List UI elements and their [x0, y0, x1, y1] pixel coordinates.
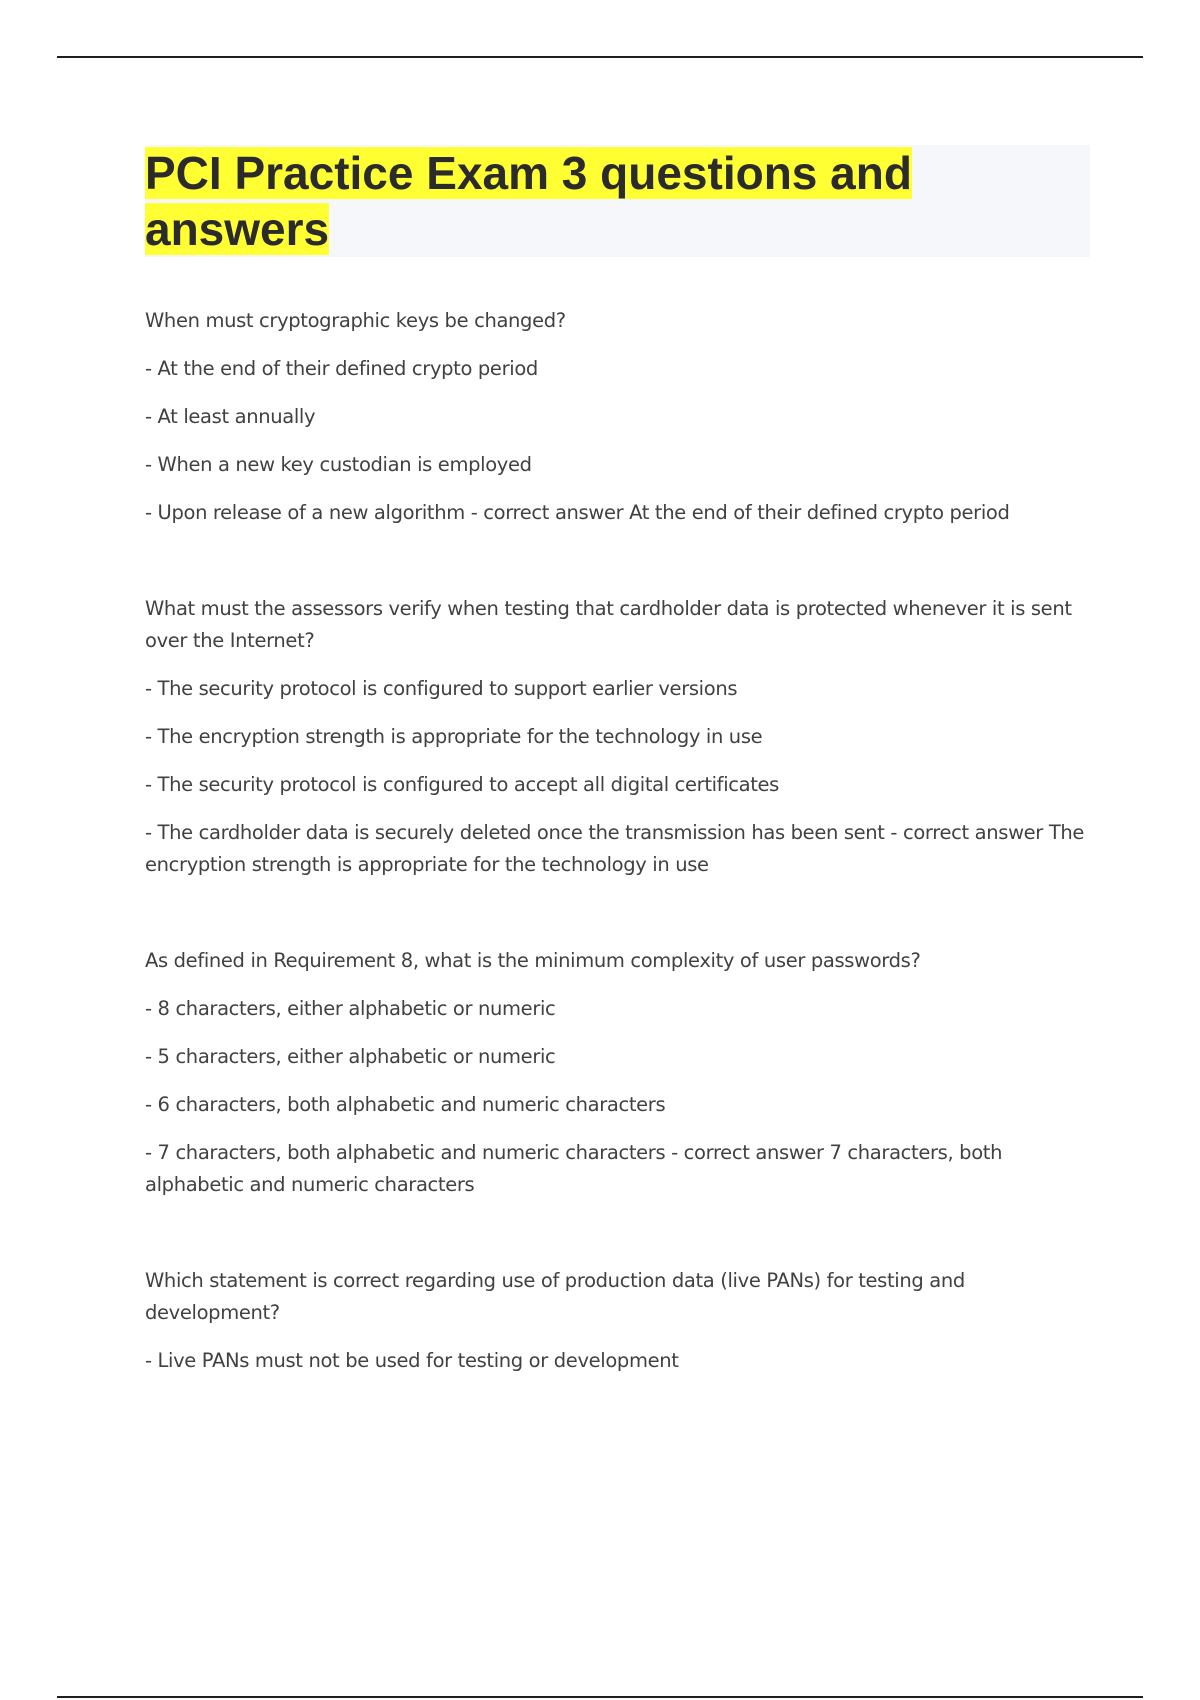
- title-block: [145, 145, 1090, 257]
- question-block-3: [145, 945, 1090, 1201]
- answer-option: - When a new key custodian is employed: [145, 453, 532, 476]
- answer-option: - The encryption strength is appropriate for the technology in use: [145, 725, 763, 748]
- top-rule: [57, 56, 1143, 58]
- question-block-1: [145, 305, 1090, 529]
- question-block-4: [145, 1265, 1090, 1377]
- question-text: As defined in Requirement 8, what is the minimum complexity of user passwords?: [145, 949, 921, 972]
- answer-option: - The security protocol is configured to accept all digital certificates: [145, 773, 779, 796]
- answer-option: - At the end of their defined crypto period: [145, 357, 538, 380]
- answer-option: - 8 characters, either alphabetic or numeric: [145, 997, 556, 1020]
- document-title-text: PCI Practice Exam 3 questions and answers: [145, 147, 912, 255]
- answer-option: - At least annually: [145, 405, 316, 428]
- answer-option: - The cardholder data is securely deleted once the transmission has been sent - correct answer The encryption strength is appropriate for the technology in use: [145, 821, 1085, 876]
- answer-option: - 6 characters, both alphabetic and numeric characters: [145, 1093, 666, 1116]
- question-block-2: [145, 593, 1090, 881]
- bottom-rule: [57, 1696, 1143, 1698]
- answer-option: - The security protocol is configured to support earlier versions: [145, 677, 738, 700]
- answer-option: - 7 characters, both alphabetic and numeric characters - correct answer 7 characters, both alphabetic and numeric characters: [145, 1141, 1003, 1196]
- document-title: [145, 145, 965, 257]
- question-text: What must the assessors verify when testing that cardholder data is protected whenever it is sent over the Internet?: [145, 597, 1072, 652]
- document-body: [145, 145, 1090, 1441]
- question-text: When must cryptographic keys be changed?: [145, 309, 566, 332]
- answer-option: - Live PANs must not be used for testing or development: [145, 1349, 679, 1372]
- answer-option: - Upon release of a new algorithm - correct answer At the end of their defined crypto period: [145, 501, 1010, 524]
- answer-option: - 5 characters, either alphabetic or numeric: [145, 1045, 556, 1068]
- question-text: Which statement is correct regarding use of production data (live PANs) for testing and development?: [145, 1269, 965, 1324]
